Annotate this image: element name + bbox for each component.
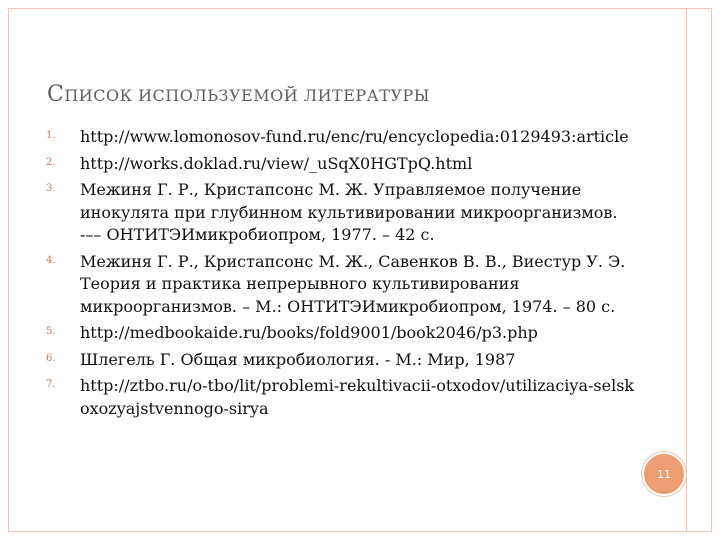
reference-item [46, 153, 636, 176]
reference-text: http://www.lomonosov-fund.ru/enc/ru/encyclopedia:0129493:article [80, 127, 629, 146]
slide-title-initial: С [47, 82, 65, 107]
reference-number: 4. [46, 254, 56, 266]
frame-divider-line [686, 8, 687, 532]
reference-text: Межиня Г. Р., Кристапсонс М. Ж., Савенков В. В., Виестур У. Э. Теория и практика непрерывного культивирования микроорганизмов. – М.: ОНТИТЭИмикробиопром, 1974. – 80 с. [80, 251, 626, 316]
page-number-badge: 11 [642, 452, 686, 496]
reference-item [46, 349, 636, 372]
reference-number: 1. [46, 130, 56, 141]
reference-item [46, 251, 636, 319]
slide-title-rest: ПИСОК ИСПОЛЬЗУЕМОЙ ЛИТЕРАТУРЫ [64, 86, 431, 105]
reference-number: 5. [46, 326, 56, 337]
reference-number: 6. [46, 352, 56, 364]
reference-item [46, 179, 636, 247]
reference-number: 3. [46, 183, 56, 194]
reference-text: Шлегель Г. Общая микробиология. - М.: Мир, 1987 [80, 349, 516, 369]
reference-item [46, 322, 636, 345]
reference-text: Межиня Г. Р., Кристапсонс М. Ж. Управляемое получение инокулята при глубинном культивировании микроорганизмов. -–– ОНТИТЭИмикробиопром, 1977. – 42 с. [80, 180, 618, 244]
reference-number: 2. [46, 156, 56, 168]
reference-item [46, 126, 636, 149]
reference-number: 7. [46, 379, 56, 390]
reference-item [46, 375, 636, 420]
reference-text: http://ztbo.ru/o-tbo/lit/problemi-rekultivacii-otxodov/utilizaciya-selskoxozyajstvennogo-sirya [80, 376, 635, 418]
reference-list [46, 126, 636, 424]
reference-text: http://works.doklad.ru/view/_uSqX0HGTpQ.html [80, 153, 473, 173]
slide-title [47, 82, 430, 107]
reference-text: http://medbookaide.ru/books/fold9001/book2046/p3.php [80, 323, 538, 342]
